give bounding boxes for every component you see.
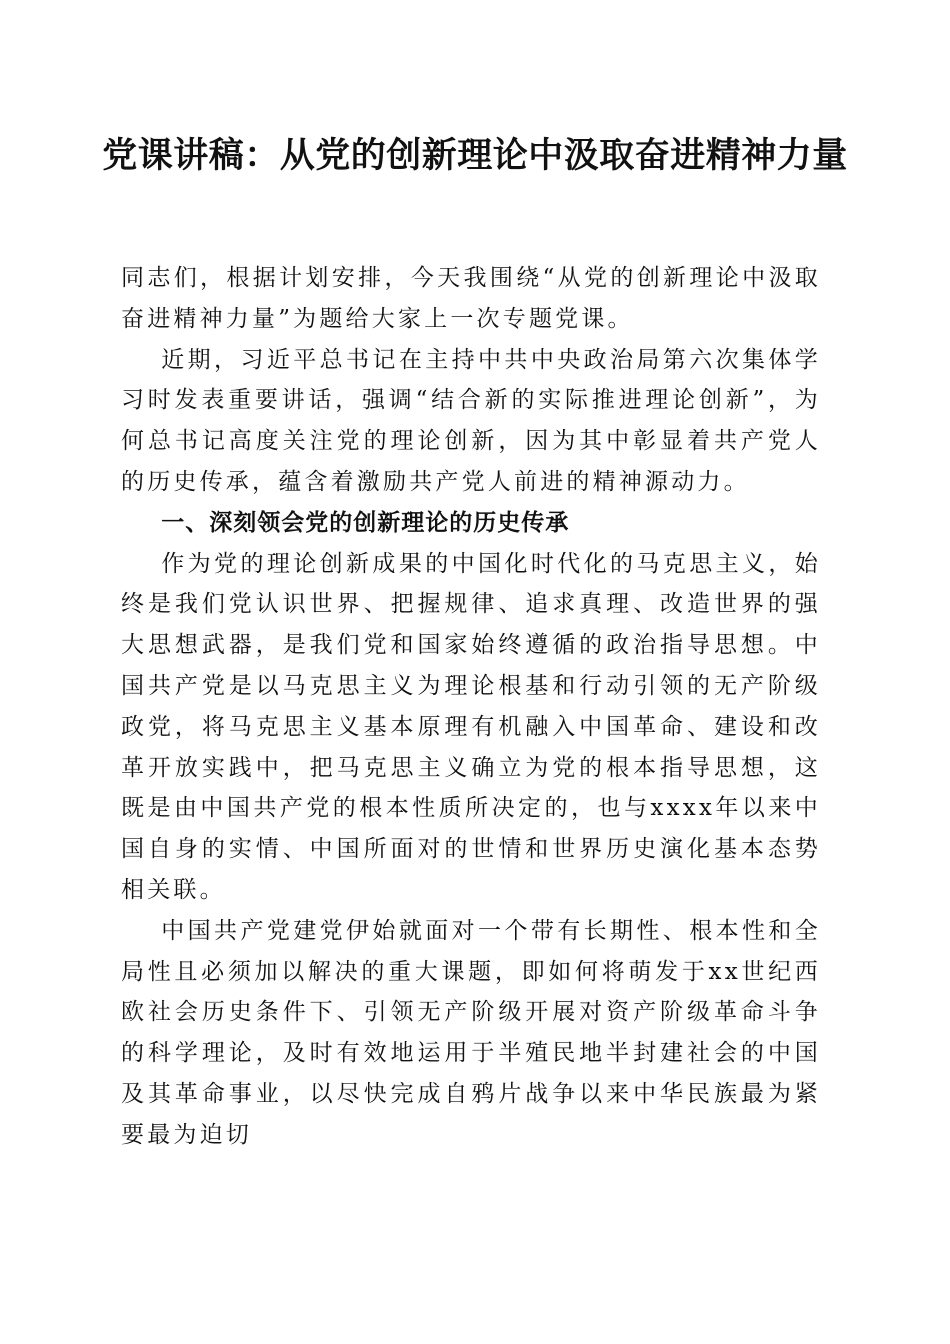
page-title: 党课讲稿：从党的创新理论中汲取奋进精神力量 xyxy=(102,136,848,176)
paragraph: 近期，习近平总书记在主持中共中央政治局第六次集体学习时发表重要讲话，强调“结合新的实际推进理论创新”，为何总书记高度关注党的理论创新，因为其中彰显着共产党人的历史传承，蕴含着激励共产党人前进的精神源动力。 xyxy=(121,346,821,495)
paragraph-intro: 同志们，根据计划安排，今天我围绕“从党的创新理论中汲取奋进精神力量”为题给大家上一次专题党课。 xyxy=(121,265,821,332)
paragraph: 作为党的理论创新成果的中国化时代化的马克思主义，始终是我们党认识世界、把握规律、追求真理、改造世界的强大思想武器，是我们党和国家始终遵循的政治指导思想。中国共产党是以马克思主义为理论根基和行动引领的无产阶级政党，将马克思主义基本原理有机融入中国革命、建设和改革开放实践中，把马克思主义确立为党的根本指导思想，这既是由中国共产党的根本性质所决定的，也与xxxx年以来中国自身的实情、中国所面对的世情和世界历史演化基本态势相关联。 xyxy=(121,550,821,903)
document-body xyxy=(121,258,821,1156)
section-heading: 一、深刻领会党的创新理论的历史传承 xyxy=(161,509,570,536)
paragraph: 中国共产党建党伊始就面对一个带有长期性、根本性和全局性且必须加以解决的重大课题，即如何将萌发于xx世纪西欧社会历史条件下、引领无产阶级开展对资产阶级革命斗争的科学理论，及时有效地运用于半殖民地半封建社会的中国及其革命事业，以尽快完成自鸦片战争以来中华民族最为紧要最为迫切 xyxy=(121,917,821,1148)
